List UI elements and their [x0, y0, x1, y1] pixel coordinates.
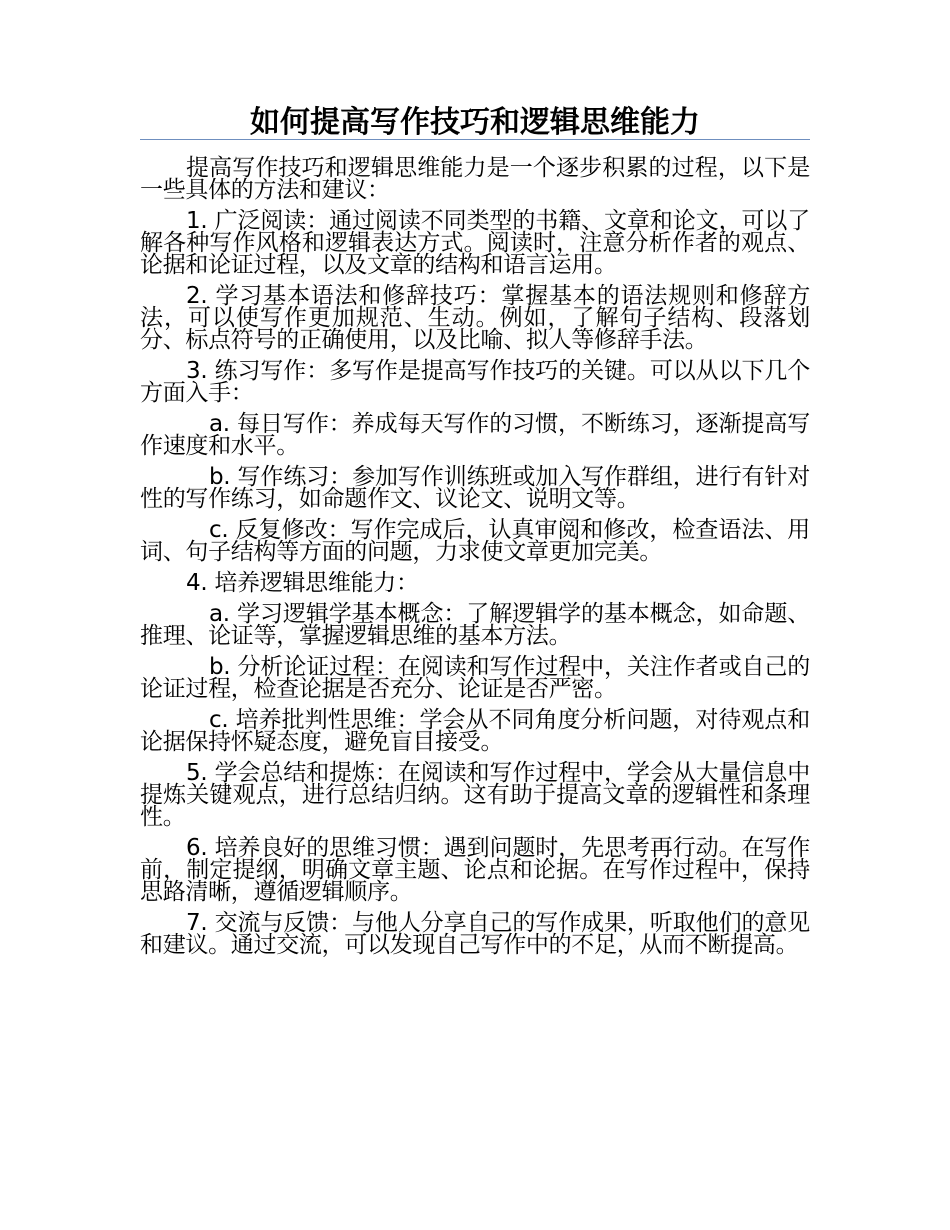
paragraph-intro: 提高写作技巧和逻辑思维能力是一个逐步积累的过程，以下是一些具体的方法和建议：: [140, 155, 810, 203]
paragraph-item-3: 3. 练习写作：多写作是提高写作技巧的关键。可以从以下几个方面入手：: [140, 358, 810, 406]
document-title: 如何提高写作技巧和逻辑思维能力: [250, 105, 700, 140]
paragraph-item-1: 1. 广泛阅读：通过阅读不同类型的书籍、文章和论文，可以了解各种写作风格和逻辑表达方式。阅读时，注意分析作者的观点、论据和论证过程，以及文章的结构和语言运用。: [140, 208, 810, 278]
paragraph-item-4c: c. 培养批判性思维：学会从不同角度分析问题，对待观点和论据保持怀疑态度，避免盲目接受。: [140, 707, 810, 755]
paragraph-item-3b: b. 写作练习：参加写作训练班或加入写作群组，进行有针对性的写作练习，如命题作文、议论文、说明文等。: [140, 464, 810, 512]
paragraph-item-6: 6. 培养良好的思维习惯：遇到问题时，先思考再行动。在写作前，制定提纲，明确文章主题、论点和论据。在写作过程中，保持思路清晰，遵循逻辑顺序。: [140, 835, 810, 905]
paragraph-item-4a: a. 学习逻辑学基本概念：了解逻辑学的基本概念，如命题、推理、论证等，掌握逻辑思维的基本方法。: [140, 601, 810, 649]
paragraph-item-3c: c. 反复修改：写作完成后，认真审阅和修改，检查语法、用词、句子结构等方面的问题，力求使文章更加完美。: [140, 517, 810, 565]
document-body: [140, 157, 810, 965]
paragraph-item-7: 7. 交流与反馈：与他人分享自己的写作成果，听取他们的意见和建议。通过交流，可以发现自己写作中的不足，从而不断提高。: [140, 910, 810, 958]
paragraph-item-3a: a. 每日写作：养成每天写作的习惯，不断练习，逐渐提高写作速度和水平。: [140, 411, 810, 459]
paragraph-item-5: 5. 学会总结和提炼：在阅读和写作过程中，学会从大量信息中提炼关键观点，进行总结归纳。这有助于提高文章的逻辑性和条理性。: [140, 760, 810, 830]
paragraph-item-2: 2. 学习基本语法和修辞技巧：掌握基本的语法规则和修辞方法，可以使写作更加规范、生动。例如，了解句子结构、段落划分、标点符号的正确使用，以及比喻、拟人等修辞手法。: [140, 283, 810, 353]
paragraph-item-4: 4. 培养逻辑思维能力：: [186, 570, 419, 596]
title-underline: [140, 139, 810, 140]
paragraph-item-4b: b. 分析论证过程：在阅读和写作过程中，关注作者或自己的论证过程，检查论据是否充分、论证是否严密。: [140, 654, 810, 702]
